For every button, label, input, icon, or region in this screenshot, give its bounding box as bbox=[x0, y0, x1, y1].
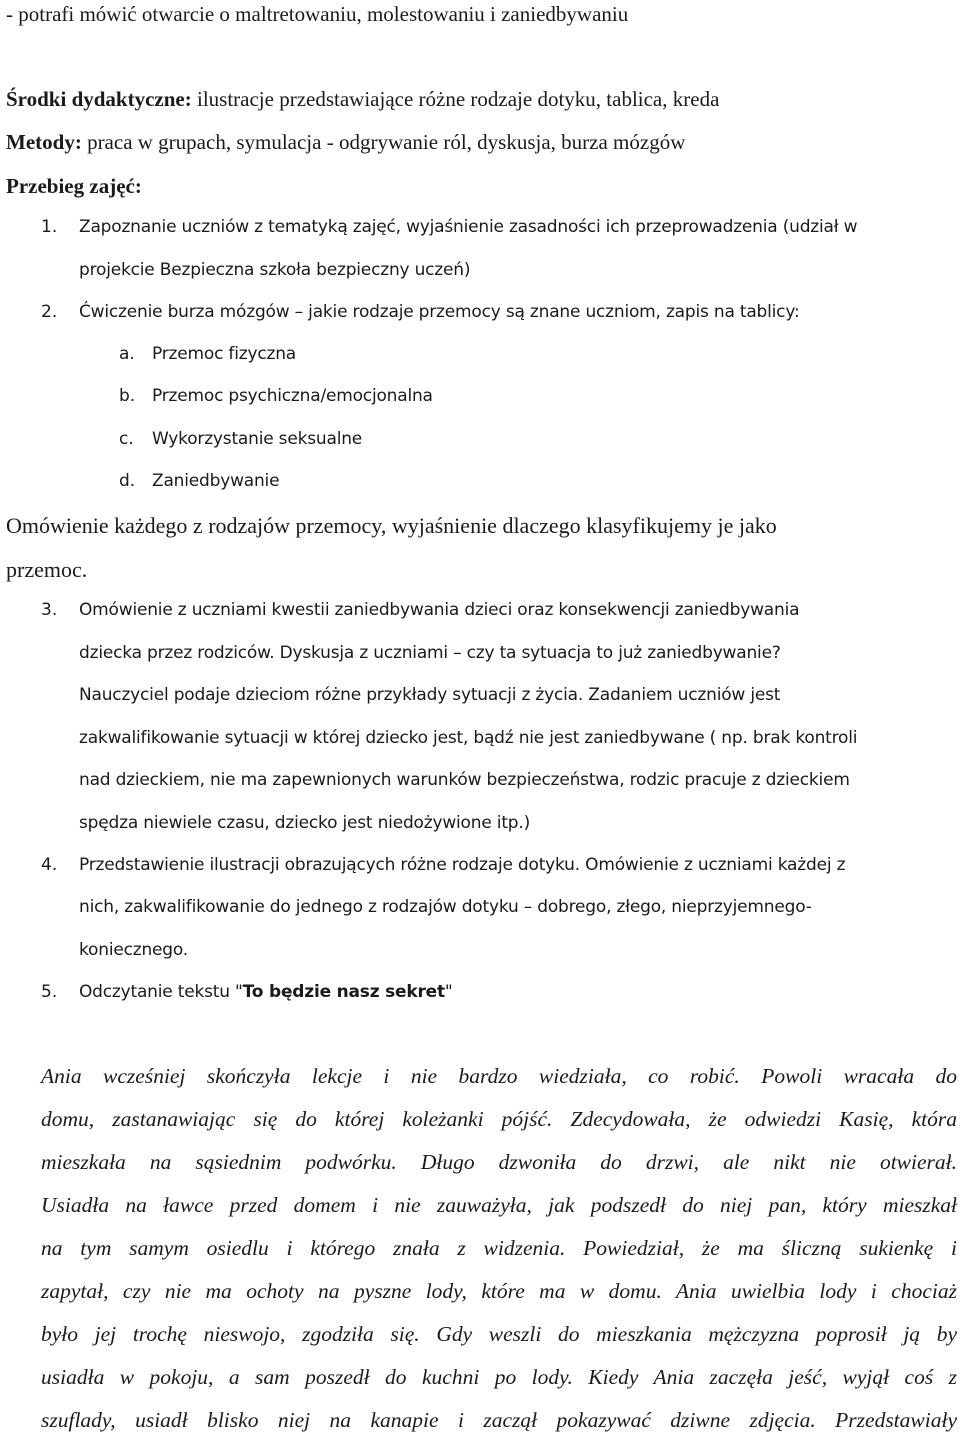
omowienie-line-1: Omówienie każdego z rodzajów przemocy, wyjaśnienie dlaczego klasyfikujemy je jako bbox=[6, 513, 777, 538]
story-line-9: szuflady, usiadł blisko niej na kanapie i zaczął pokazywać dziwne zdjęcia. Przedstawiały bbox=[41, 1408, 957, 1432]
srodki-line bbox=[6, 87, 719, 112]
subitem-c-letter: c. bbox=[119, 429, 134, 449]
subitem-a-text: Przemoc fizyczna bbox=[152, 344, 296, 364]
story-line-7: było jej trochę nieswojo, zgodziła się. Gdy weszli do mieszkania mężczyzna poprosił ją by bbox=[41, 1322, 957, 1346]
item-5-line bbox=[79, 982, 453, 1002]
subitem-d-letter: d. bbox=[119, 471, 136, 491]
metody-label: Metody: bbox=[6, 130, 82, 154]
item-5-suffix: " bbox=[444, 982, 453, 1002]
story-line-6: zapytał, czy nie ma ochoty na pyszne lody, które ma w domu. Ania uwielbia lody i chociaż bbox=[41, 1279, 957, 1303]
item-3-line-2: dziecka przez rodziców. Dyskusja z uczniami – czy ta sytuacja to już zaniedbywanie? bbox=[79, 643, 781, 663]
omowienie-line-2: przemoc. bbox=[6, 557, 88, 582]
item-1-line-2: projekcie Bezpieczna szkoła bezpieczny uczeń) bbox=[79, 260, 471, 280]
item-2-line-1: Ćwiczenie burza mózgów – jakie rodzaje przemocy są znane uczniom, zapis na tablicy: bbox=[79, 302, 800, 322]
subitem-d-text: Zaniedbywanie bbox=[152, 471, 280, 491]
item-4-line-2: nich, zakwalifikowanie do jednego z rodzajów dotyku – dobrego, złego, nieprzyjemnego- bbox=[79, 897, 812, 917]
item-3-line-4: zakwalifikowanie sytuacji w której dziecko jest, bądź nie jest zaniedbywane ( np. brak kontroli bbox=[79, 728, 858, 748]
item-3-line-3: Nauczyciel podaje dzieciom różne przykłady sytuacji z życia. Zadaniem uczniów jest bbox=[79, 685, 781, 705]
story-title: To będzie nasz sekret bbox=[242, 982, 445, 1002]
item-1-number: 1. bbox=[41, 217, 58, 237]
item-2-number: 2. bbox=[41, 302, 58, 322]
item-3-line-5: nad dzieckiem, nie ma zapewnionych warunków bezpieczeństwa, rodzic pracuje z dzieckiem bbox=[79, 770, 850, 790]
przebieg-heading: Przebieg zajęć: bbox=[6, 174, 142, 198]
srodki-label: Środki dydaktyczne: bbox=[6, 87, 192, 111]
metody-text: praca w grupach, symulacja - odgrywanie ról, dyskusja, burza mózgów bbox=[81, 130, 686, 154]
subitem-b-letter: b. bbox=[119, 386, 136, 406]
story-line-2: domu, zastanawiając się do której koleżanki pójść. Zdecydowała, że odwiedzi Kasię, która bbox=[41, 1107, 957, 1131]
item-1-line-1: Zapoznanie uczniów z tematyką zajęć, wyjaśnienie zasadności ich przeprowadzenia (udział w bbox=[79, 217, 858, 237]
subitem-c-text: Wykorzystanie seksualne bbox=[152, 429, 363, 449]
item-4-number: 4. bbox=[41, 855, 58, 875]
intro-line: - potrafi mówić otwarcie o maltretowaniu, molestowaniu i zaniedbywaniu bbox=[6, 2, 629, 26]
story-line-5: na tym samym osiedlu i którego znała z widzenia. Powiedział, że ma śliczną sukienkę i bbox=[41, 1236, 957, 1260]
metody-line bbox=[6, 130, 685, 155]
item-4-line-3: koniecznego. bbox=[79, 940, 188, 960]
item-4-line-1: Przedstawienie ilustracji obrazujących różne rodzaje dotyku. Omówienie z uczniami każdej z bbox=[79, 855, 846, 875]
item-5-prefix: Odczytanie tekstu " bbox=[79, 982, 243, 1002]
story-line-3: mieszkała na sąsiednim podwórku. Długo dzwoniła do drzwi, ale nikt nie otwierał. bbox=[41, 1150, 957, 1174]
item-3-line-1: Omówienie z uczniami kwestii zaniedbywania dzieci oraz konsekwencji zaniedbywania bbox=[79, 600, 800, 620]
story-line-8: usiadła w pokoju, a sam poszedł do kuchni po lody. Kiedy Ania zaczęła jeść, wyjął coś z bbox=[41, 1365, 957, 1389]
story-line-1: Ania wcześniej skończyła lekcje i nie bardzo wiedziała, co robić. Powoli wracała do bbox=[41, 1064, 957, 1088]
srodki-text: ilustracje przedstawiające różne rodzaje dotyku, tablica, kreda bbox=[191, 87, 720, 111]
story-line-4: Usiadła na ławce przed domem i nie zauważyła, jak podszedł do niej pan, który mieszkał bbox=[41, 1193, 957, 1217]
item-3-line-6: spędza niewiele czasu, dziecko jest niedożywione itp.) bbox=[79, 813, 531, 833]
item-3-number: 3. bbox=[41, 600, 58, 620]
subitem-a-letter: a. bbox=[119, 344, 135, 364]
item-5-number: 5. bbox=[41, 982, 58, 1002]
subitem-b-text: Przemoc psychiczna/emocjonalna bbox=[152, 386, 433, 406]
